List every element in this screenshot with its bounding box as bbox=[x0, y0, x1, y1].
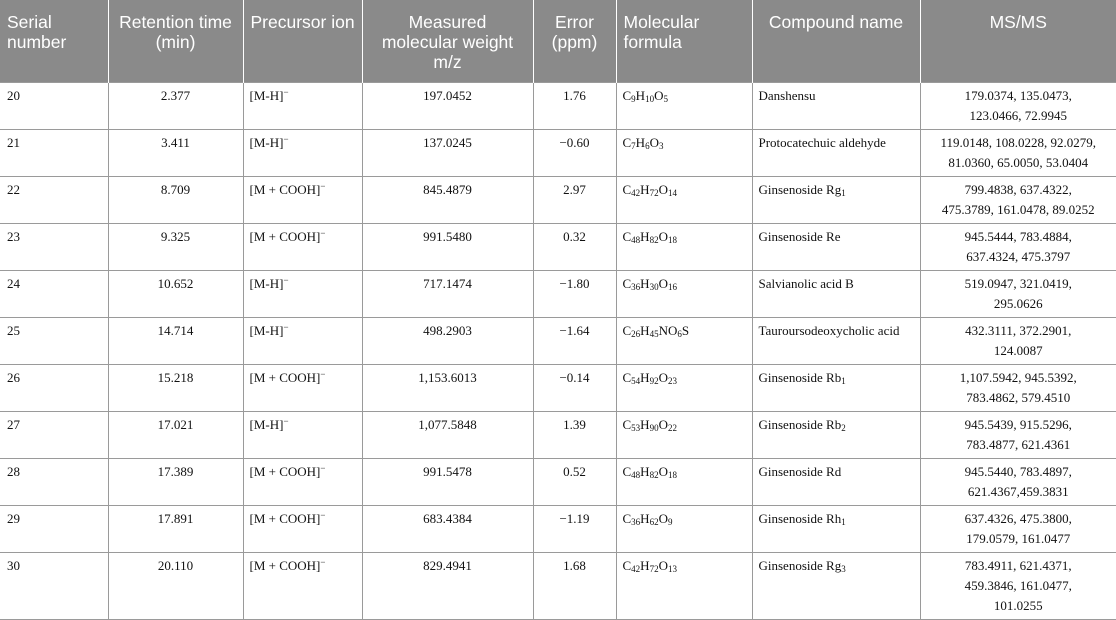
formula-subscript: 45 bbox=[649, 328, 659, 339]
table-row bbox=[0, 411, 1116, 458]
serial-number: 27 bbox=[7, 416, 20, 432]
msms-fragments: 123.0466, 72.9945 bbox=[969, 107, 1067, 123]
precursor-ion-cell bbox=[243, 411, 362, 458]
msms-fragments: 945.5444, 783.4884, bbox=[964, 228, 1072, 244]
precursor-charge: − bbox=[320, 180, 326, 191]
serial-number-cell bbox=[0, 458, 108, 505]
error-ppm: −0.60 bbox=[559, 134, 590, 150]
retention-time: 3.411 bbox=[161, 134, 190, 150]
msms-cell bbox=[920, 317, 1116, 364]
formula-element: O bbox=[658, 369, 668, 385]
formula-element: C bbox=[622, 87, 632, 103]
msms-fragments: 295.0626 bbox=[993, 295, 1043, 311]
compound-name: Ginsenoside Re bbox=[758, 228, 841, 244]
table-row bbox=[0, 552, 1116, 619]
error-ppm-cell bbox=[533, 82, 616, 129]
measured-mz-cell bbox=[362, 129, 533, 176]
formula-subscript: 53 bbox=[631, 422, 641, 433]
compound-name-cell bbox=[752, 552, 920, 619]
formula-element: H bbox=[640, 322, 650, 338]
compound-subscript: 3 bbox=[841, 563, 846, 574]
error-ppm: 1.39 bbox=[563, 416, 586, 432]
measured-mz: 1,077.5848 bbox=[418, 416, 477, 432]
precursor-ion: [M-H] bbox=[249, 134, 284, 150]
formula-element: C bbox=[622, 463, 632, 479]
formula-subscript: 72 bbox=[649, 187, 659, 198]
measured-mz: 683.4384 bbox=[423, 510, 472, 526]
msms-fragments: 179.0374, 135.0473, bbox=[964, 87, 1072, 103]
precursor-ion-cell bbox=[243, 458, 362, 505]
serial-number: 23 bbox=[7, 228, 20, 244]
molecular-formula-cell bbox=[616, 458, 752, 505]
compound-name-cell bbox=[752, 317, 920, 364]
formula-element: C bbox=[622, 134, 632, 150]
retention-time: 17.021 bbox=[157, 416, 194, 432]
error-ppm-cell bbox=[533, 411, 616, 458]
retention-time: 2.377 bbox=[160, 87, 191, 103]
measured-mz: 845.4879 bbox=[423, 181, 472, 197]
compound-name: Ginsenoside Rb bbox=[758, 416, 842, 432]
precursor-charge: − bbox=[320, 556, 326, 567]
formula-element: O bbox=[654, 87, 664, 103]
serial-number-cell bbox=[0, 505, 108, 552]
msms-fragments: 101.0255 bbox=[993, 597, 1043, 613]
measured-mz-cell bbox=[362, 223, 533, 270]
precursor-charge: − bbox=[283, 274, 289, 285]
formula-subscript: 30 bbox=[649, 281, 659, 292]
retention-time: 17.389 bbox=[157, 463, 194, 479]
precursor-charge: − bbox=[283, 415, 289, 426]
precursor-ion-cell bbox=[243, 270, 362, 317]
formula-element: O bbox=[649, 134, 659, 150]
header-error-ppm: Error (ppm) bbox=[533, 0, 616, 82]
precursor-ion: [M + COOH] bbox=[249, 369, 321, 385]
retention-time-cell bbox=[108, 270, 243, 317]
formula-subscript: 54 bbox=[631, 375, 641, 386]
measured-mz-cell bbox=[362, 317, 533, 364]
precursor-ion: [M-H] bbox=[249, 416, 284, 432]
compound-name: Salvianolic acid B bbox=[758, 275, 854, 291]
formula-subscript: 18 bbox=[667, 469, 677, 480]
msms-fragments: 1,107.5942, 945.5392, bbox=[959, 369, 1077, 385]
formula-element: O bbox=[658, 275, 668, 291]
msms-cell bbox=[920, 505, 1116, 552]
retention-time: 8.709 bbox=[160, 181, 191, 197]
measured-mz-cell bbox=[362, 270, 533, 317]
serial-number: 25 bbox=[7, 322, 20, 338]
header-serial-number: Serial number bbox=[0, 0, 108, 82]
precursor-ion: [M-H] bbox=[249, 87, 284, 103]
serial-number: 26 bbox=[7, 369, 20, 385]
molecular-formula-cell bbox=[616, 364, 752, 411]
formula-subscript: 48 bbox=[631, 469, 641, 480]
table-row bbox=[0, 129, 1116, 176]
formula-element: O bbox=[658, 463, 668, 479]
serial-number-cell bbox=[0, 317, 108, 364]
formula-subscript: 42 bbox=[631, 187, 641, 198]
retention-time: 15.218 bbox=[157, 369, 194, 385]
precursor-ion-cell bbox=[243, 82, 362, 129]
serial-number-cell bbox=[0, 176, 108, 223]
measured-mz-cell bbox=[362, 364, 533, 411]
serial-number-cell bbox=[0, 129, 108, 176]
compound-name: Danshensu bbox=[758, 87, 816, 103]
formula-element: C bbox=[622, 228, 632, 244]
msms-fragments: 945.5439, 915.5296, bbox=[964, 416, 1072, 432]
compound-name-cell bbox=[752, 129, 920, 176]
measured-mz-cell bbox=[362, 82, 533, 129]
measured-mz: 197.0452 bbox=[423, 87, 472, 103]
precursor-ion: [M + COOH] bbox=[249, 463, 321, 479]
formula-subscript: 26 bbox=[631, 328, 641, 339]
msms-cell bbox=[920, 411, 1116, 458]
molecular-formula-cell bbox=[616, 176, 752, 223]
msms-fragments: 799.4838, 637.4322, bbox=[964, 181, 1072, 197]
formula-element: H bbox=[640, 369, 650, 385]
compound-name-cell bbox=[752, 223, 920, 270]
msms-fragments: 637.4326, 475.3800, bbox=[964, 510, 1072, 526]
precursor-charge: − bbox=[283, 86, 289, 97]
error-ppm: 1.76 bbox=[563, 87, 586, 103]
molecular-formula-cell bbox=[616, 411, 752, 458]
precursor-charge: − bbox=[320, 368, 326, 379]
msms-cell bbox=[920, 176, 1116, 223]
retention-time-cell bbox=[108, 317, 243, 364]
retention-time-cell bbox=[108, 458, 243, 505]
measured-mz-cell bbox=[362, 176, 533, 223]
table-row bbox=[0, 505, 1116, 552]
formula-element: C bbox=[622, 275, 632, 291]
compound-subscript: 1 bbox=[841, 375, 846, 386]
compound-name-cell bbox=[752, 411, 920, 458]
precursor-ion-cell bbox=[243, 223, 362, 270]
formula-element: C bbox=[622, 322, 632, 338]
formula-subscript: 22 bbox=[667, 422, 677, 433]
compound-name-cell bbox=[752, 364, 920, 411]
retention-time-cell bbox=[108, 223, 243, 270]
formula-element: H bbox=[640, 228, 650, 244]
msms-fragments: 81.0360, 65.0050, 53.0404 bbox=[948, 154, 1089, 170]
error-ppm-cell bbox=[533, 317, 616, 364]
table-row bbox=[0, 458, 1116, 505]
error-ppm-cell bbox=[533, 364, 616, 411]
compound-name: Ginsenoside Rg bbox=[758, 181, 842, 197]
formula-subscript: 10 bbox=[645, 93, 655, 104]
formula-subscript: 36 bbox=[631, 516, 641, 527]
formula-subscript: 9 bbox=[631, 93, 636, 104]
error-ppm-cell bbox=[533, 505, 616, 552]
header-msms: MS/MS bbox=[920, 0, 1116, 82]
formula-subscript: 82 bbox=[649, 469, 659, 480]
table-body bbox=[0, 82, 1116, 619]
precursor-ion-cell bbox=[243, 505, 362, 552]
header-row bbox=[0, 0, 1116, 82]
measured-mz-cell bbox=[362, 552, 533, 619]
msms-cell bbox=[920, 364, 1116, 411]
formula-element: NO bbox=[658, 322, 678, 338]
precursor-ion: [M + COOH] bbox=[249, 228, 321, 244]
serial-number-cell bbox=[0, 223, 108, 270]
msms-cell bbox=[920, 458, 1116, 505]
measured-mz: 137.0245 bbox=[423, 134, 472, 150]
formula-element: C bbox=[622, 510, 632, 526]
serial-number-cell bbox=[0, 411, 108, 458]
formula-subscript: 82 bbox=[649, 234, 659, 245]
formula-element: C bbox=[622, 369, 632, 385]
msms-fragments: 621.4367,459.3831 bbox=[967, 483, 1069, 499]
precursor-ion: [M + COOH] bbox=[249, 181, 321, 197]
formula-subscript: 14 bbox=[667, 187, 677, 198]
retention-time-cell bbox=[108, 552, 243, 619]
formula-element: H bbox=[640, 510, 650, 526]
formula-subscript: 90 bbox=[649, 422, 659, 433]
molecular-formula-cell bbox=[616, 270, 752, 317]
formula-subscript: 48 bbox=[631, 234, 641, 245]
formula-element: C bbox=[622, 557, 632, 573]
molecular-formula-cell bbox=[616, 223, 752, 270]
formula-element: H bbox=[640, 275, 650, 291]
formula-subscript: 18 bbox=[667, 234, 677, 245]
precursor-charge: − bbox=[320, 227, 326, 238]
compound-name: Tauroursodeoxycholic acid bbox=[758, 322, 900, 338]
precursor-ion-cell bbox=[243, 317, 362, 364]
formula-element: H bbox=[640, 416, 650, 432]
msms-cell bbox=[920, 129, 1116, 176]
serial-number-cell bbox=[0, 552, 108, 619]
error-ppm: −0.14 bbox=[559, 369, 590, 385]
msms-fragments: 124.0087 bbox=[993, 342, 1043, 358]
formula-subscript: 62 bbox=[649, 516, 659, 527]
molecular-formula-cell bbox=[616, 129, 752, 176]
msms-cell bbox=[920, 270, 1116, 317]
molecular-formula-cell bbox=[616, 82, 752, 129]
compound-name: Ginsenoside Rg bbox=[758, 557, 842, 573]
error-ppm-cell bbox=[533, 176, 616, 223]
retention-time-cell bbox=[108, 82, 243, 129]
retention-time-cell bbox=[108, 129, 243, 176]
formula-subscript: 42 bbox=[631, 563, 641, 574]
error-ppm-cell bbox=[533, 129, 616, 176]
formula-subscript: 5 bbox=[663, 93, 668, 104]
retention-time-cell bbox=[108, 505, 243, 552]
msms-cell bbox=[920, 82, 1116, 129]
msms-fragments: 783.4877, 621.4361 bbox=[966, 436, 1071, 452]
msms-fragments: 519.0947, 321.0419, bbox=[964, 275, 1072, 291]
msms-fragments: 783.4911, 621.4371, bbox=[964, 557, 1072, 573]
formula-element: O bbox=[658, 181, 668, 197]
compound-name-cell bbox=[752, 176, 920, 223]
error-ppm: 0.32 bbox=[563, 228, 586, 244]
serial-number: 29 bbox=[7, 510, 20, 526]
formula-element: O bbox=[658, 228, 668, 244]
table-row bbox=[0, 82, 1116, 129]
compound-name: Ginsenoside Rb bbox=[758, 369, 842, 385]
error-ppm: 2.97 bbox=[563, 181, 586, 197]
error-ppm-cell bbox=[533, 270, 616, 317]
formula-element: O bbox=[658, 416, 668, 432]
error-ppm: −1.80 bbox=[559, 275, 590, 291]
header-retention-time: Retention time (min) bbox=[108, 0, 243, 82]
msms-cell bbox=[920, 223, 1116, 270]
header-precursor-ion: Precursor ion bbox=[243, 0, 362, 82]
formula-element: H bbox=[640, 463, 650, 479]
formula-subscript: 23 bbox=[667, 375, 677, 386]
formula-subscript: 36 bbox=[631, 281, 641, 292]
formula-element: S bbox=[681, 322, 690, 338]
msms-fragments: 783.4862, 579.4510 bbox=[966, 389, 1071, 405]
compound-subscript: 1 bbox=[841, 516, 846, 527]
table-row bbox=[0, 270, 1116, 317]
serial-number-cell bbox=[0, 82, 108, 129]
table-row bbox=[0, 223, 1116, 270]
retention-time: 20.110 bbox=[157, 557, 194, 573]
formula-element: H bbox=[640, 181, 650, 197]
formula-element: C bbox=[622, 181, 632, 197]
formula-element: O bbox=[658, 510, 668, 526]
compound-name-cell bbox=[752, 505, 920, 552]
precursor-ion: [M + COOH] bbox=[249, 510, 321, 526]
serial-number: 28 bbox=[7, 463, 20, 479]
compound-subscript: 1 bbox=[841, 187, 846, 198]
formula-element: H bbox=[635, 87, 646, 103]
error-ppm-cell bbox=[533, 223, 616, 270]
error-ppm: 1.68 bbox=[563, 557, 586, 573]
serial-number: 22 bbox=[7, 181, 20, 197]
measured-mz: 829.4941 bbox=[423, 557, 472, 573]
serial-number: 30 bbox=[7, 557, 20, 573]
msms-fragments: 179.0579, 161.0477 bbox=[966, 530, 1071, 546]
serial-number-cell bbox=[0, 364, 108, 411]
compound-subscript: 2 bbox=[841, 422, 846, 433]
precursor-charge: − bbox=[320, 509, 326, 520]
header-measured-mz: Measured molecular weight m/z bbox=[362, 0, 533, 82]
error-ppm: 0.52 bbox=[563, 463, 586, 479]
formula-subscript: 92 bbox=[649, 375, 659, 386]
table-row bbox=[0, 176, 1116, 223]
measured-mz-cell bbox=[362, 411, 533, 458]
measured-mz-cell bbox=[362, 505, 533, 552]
serial-number: 24 bbox=[7, 275, 20, 291]
molecular-formula-cell bbox=[616, 552, 752, 619]
formula-subscript: 9 bbox=[667, 516, 673, 527]
compound-name: Ginsenoside Rd bbox=[758, 463, 842, 479]
measured-mz: 991.5478 bbox=[423, 463, 472, 479]
molecular-formula-cell bbox=[616, 505, 752, 552]
msms-fragments: 432.3111, 372.2901, bbox=[965, 322, 1072, 338]
formula-element: C bbox=[622, 416, 632, 432]
msms-fragments: 637.4324, 475.3797 bbox=[966, 248, 1071, 264]
error-ppm: −1.19 bbox=[559, 510, 590, 526]
measured-mz: 498.2903 bbox=[423, 322, 472, 338]
precursor-ion-cell bbox=[243, 364, 362, 411]
header-compound-name: Compound name bbox=[752, 0, 920, 82]
serial-number-cell bbox=[0, 270, 108, 317]
retention-time: 10.652 bbox=[157, 275, 194, 291]
precursor-charge: − bbox=[283, 133, 289, 144]
retention-time: 14.714 bbox=[157, 322, 194, 338]
compound-name-cell bbox=[752, 270, 920, 317]
msms-fragments: 119.0148, 108.0228, 92.0279, bbox=[940, 134, 1097, 150]
formula-subscript: 13 bbox=[667, 563, 677, 574]
precursor-ion-cell bbox=[243, 552, 362, 619]
compound-name-cell bbox=[752, 458, 920, 505]
compound-name-cell bbox=[752, 82, 920, 129]
formula-subscript: 16 bbox=[667, 281, 677, 292]
retention-time: 17.891 bbox=[157, 510, 194, 526]
measured-mz: 991.5480 bbox=[423, 228, 472, 244]
serial-number: 21 bbox=[7, 134, 20, 150]
formula-subscript: 3 bbox=[658, 140, 664, 151]
retention-time-cell bbox=[108, 411, 243, 458]
formula-element: H bbox=[635, 134, 646, 150]
precursor-ion: [M-H] bbox=[249, 322, 284, 338]
molecular-formula-cell bbox=[616, 317, 752, 364]
retention-time-cell bbox=[108, 176, 243, 223]
compound-name: Ginsenoside Rh bbox=[758, 510, 842, 526]
formula-element: O bbox=[658, 557, 668, 573]
retention-time-cell bbox=[108, 364, 243, 411]
msms-fragments: 475.3789, 161.0478, 89.0252 bbox=[941, 201, 1095, 217]
msms-fragments: 459.3846, 161.0477, bbox=[964, 577, 1072, 593]
retention-time: 9.325 bbox=[160, 228, 191, 244]
measured-mz: 1,153.6013 bbox=[418, 369, 477, 385]
precursor-ion: [M + COOH] bbox=[249, 557, 321, 573]
formula-element: H bbox=[640, 557, 650, 573]
compound-name: Protocatechuic aldehyde bbox=[758, 134, 886, 150]
precursor-charge: − bbox=[320, 462, 326, 473]
formula-subscript: 7 bbox=[631, 140, 636, 151]
formula-subscript: 6 bbox=[677, 328, 682, 339]
precursor-ion-cell bbox=[243, 176, 362, 223]
msms-fragments: 945.5440, 783.4897, bbox=[964, 463, 1072, 479]
formula-subscript: 72 bbox=[649, 563, 659, 574]
msms-cell bbox=[920, 552, 1116, 619]
table-row bbox=[0, 317, 1116, 364]
serial-number: 20 bbox=[7, 87, 20, 103]
precursor-ion-cell bbox=[243, 129, 362, 176]
measured-mz: 717.1474 bbox=[423, 275, 472, 291]
formula-subscript: 6 bbox=[645, 140, 650, 151]
error-ppm-cell bbox=[533, 458, 616, 505]
header-molecular-formula: Molecular formula bbox=[616, 0, 752, 82]
precursor-charge: − bbox=[283, 321, 289, 332]
table-row bbox=[0, 364, 1116, 411]
measured-mz-cell bbox=[362, 458, 533, 505]
precursor-ion: [M-H] bbox=[249, 275, 284, 291]
error-ppm: −1.64 bbox=[559, 322, 590, 338]
error-ppm-cell bbox=[533, 552, 616, 619]
